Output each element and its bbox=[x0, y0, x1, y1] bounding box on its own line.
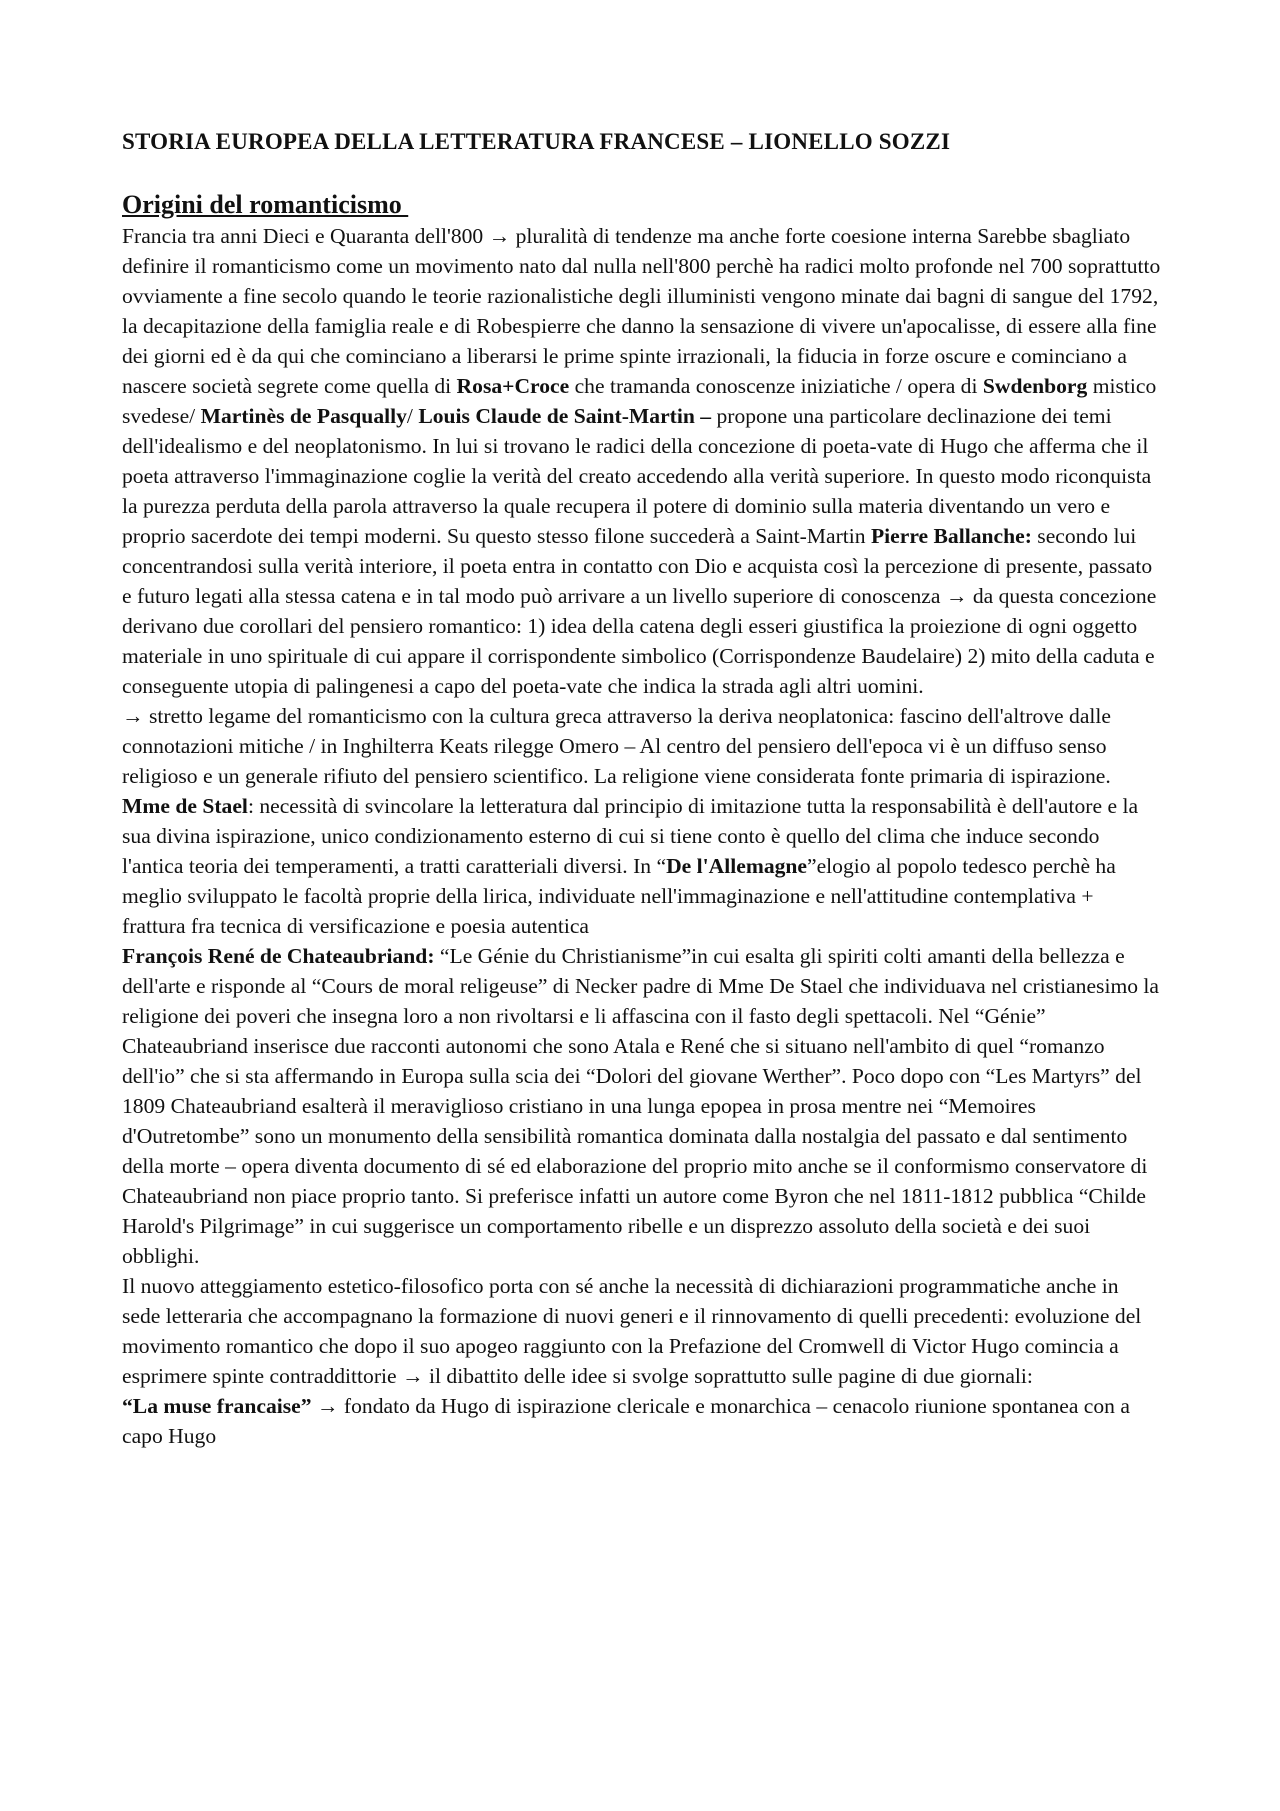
bold-term: De l'Allemagne bbox=[666, 854, 808, 878]
bold-term: Martinès de Pasqually bbox=[200, 404, 407, 428]
bold-term: Swdenborg bbox=[982, 374, 1088, 398]
paragraph-muse-francaise bbox=[122, 1391, 1162, 1451]
paragraph-mme-de-stael bbox=[122, 791, 1162, 941]
paragraph-greek-culture: → stretto legame del romanticismo con la cultura greca attraverso la deriva neoplatonica: fascino dell'altrove dalle connotazioni mitiche / in Inghilterra Keats rilegge Omero – Al centro del pensiero dell'epoca vi è un diffuso senso religioso e un generale rifiuto del pensiero scientifico. La religione viene considerata fonte primaria di ispirazione. bbox=[122, 704, 1112, 788]
paragraph-text: propone una particolare declinazione dei temi dell'idealismo e del neoplatonismo. In lui si trovano le radici della concezione di poeta-vate di Hugo che afferma che il poeta attraverso l'immaginazione coglie la verità del creato accedendo alla verità superiore. In questo modo riconquista la purezza perduta della parola attraverso la quale recupera il potere di dominio sulla materia diventando un vero e proprio sacerdote dei tempi moderni. Su questo stesso filone succederà a Saint-Martin bbox=[122, 404, 1152, 548]
paragraph-chateaubriand bbox=[122, 941, 1162, 1271]
paragraph-origins bbox=[122, 221, 1162, 701]
bold-term: Rosa+Croce bbox=[456, 374, 570, 398]
section-heading: Origini del romanticismo bbox=[122, 190, 409, 219]
bold-term: Louis Claude de Saint-Martin – bbox=[418, 404, 712, 428]
paragraph-text: che tramanda conoscenze iniziatiche / opera di bbox=[569, 374, 983, 398]
bold-term: Mme de Stael bbox=[122, 794, 248, 818]
paragraph-text: “Le Génie du Christianisme”in cui esalta gli spiriti colti amanti della bellezza e dell'arte e risponde al “Cours de moral religeuse” di Necker padre di Mme De Stael che individuava nel cristianesimo la religione dei poveri che insegna loro a non rivoltarsi e li affascina con il fasto degli spettacoli. Nel “Génie” Chateaubriand inserisce due racconti autonomi che sono Atala e René che si situano nell'ambito di quel “romanzo dell'io” che si sta affermando in Europa sulla scia dei “Dolori del giovane Werther”. Poco dopo con “Les Martyrs” del 1809 Chateaubriand esalterà il meraviglioso cristiano in una lunga epopea in prosa mentre nei “Memoires d'Outretombe” sono un monumento della sensibilità romantica dominata dalla nostalgia del passato e dal sentimento della morte – opera diventa documento di sé ed elaborazione del proprio mito anche se il conformismo conservatore di Chateaubriand non piace proprio tanto. Si preferisce infatti un autore come Byron che nel 1811-1812 pubblica “Childe Harold's Pilgrimage” in cui suggerisce un comportamento ribelle e un disprezzo assoluto della società e dei suoi obblighi. bbox=[122, 944, 1160, 1268]
paragraph-text: mistico svedese/ bbox=[122, 374, 1157, 428]
paragraph-text: secondo lui concentrandosi sulla verità interiore, il poeta entra in contatto con Dio e acquista così la percezione di presente, passato e futuro legati alla stessa catena e in tal modo può arrivare a un livello superiore di conoscenza → da questa concezione derivano due corollari del pensiero romantico: 1) idea della catena degli esseri giustifica la proiezione di ogni oggetto materiale in uno spirituale di cui appare il corrispondente simbolico (Corrispondenze Baudelaire) 2) mito della caduta e conseguente utopia di palingenesi a capo del poeta-vate che indica la strada agli altri uomini. bbox=[122, 524, 1157, 698]
paragraph-text: Francia tra anni Dieci e Quaranta dell'800 → pluralità di tendenze ma anche forte coesione interna Sarebbe sbagliato definire il romanticismo come un movimento nato dal nulla nell'800 perchè ha radici molto profonde nel 700 soprattutto ovviamente a fine secolo quando le teorie razionalistiche degli illuministi vengono minate dai bagni di sangue del 1792, la decapitazione della famiglia reale e di Robespierre che danno la sensazione di vivere un'apocalisse, di essere alla fine dei giorni ed è da qui che cominciano a liberarsi le prime spinte irrazionali, la fiducia in forze oscure e cominciano a nascere società segrete come quella di bbox=[122, 224, 1161, 398]
paragraph-text: : necessità di svincolare la letteratura dal principio di imitazione tutta la responsabilità è dell'autore e la sua divina ispirazione, unico condizionamento esterno di cui si tiene conto è quello del clima che induce secondo l'antica teoria dei temperamenti, a tratti caratteriali diversi. In “ bbox=[122, 794, 1139, 878]
paragraph-text: → fondato da Hugo di ispirazione clericale e monarchica – cenacolo riunione spontanea con a capo Hugo bbox=[122, 1394, 1130, 1448]
bold-term: Pierre Ballanche: bbox=[870, 524, 1032, 548]
paragraph-programmatic: Il nuovo atteggiamento estetico-filosofico porta con sé anche la necessità di dichiarazioni programmatiche anche in sede letteraria che accompagnano la formazione di nuovi generi e il rinnovamento di quelli precedenti: evoluzione del movimento romantico che dopo il suo apogeo raggiunto con la Prefazione del Cromwell di Victor Hugo comincia a esprimere spinte contraddittorie → il dibattito delle idee si svolge soprattutto sulle pagine di due giornali: bbox=[122, 1274, 1142, 1388]
bold-term: François René de Chateaubriand: bbox=[122, 944, 435, 968]
paragraph-text: / bbox=[406, 404, 419, 428]
document-title: STORIA EUROPEA DELLA LETTERATURA FRANCESE – LIONELLO SOZZI bbox=[122, 129, 951, 154]
paragraph-text: ”elogio al popolo tedesco perchè ha meglio sviluppato le facoltà proprie della lirica, individuate nell'immaginazione e nell'attitudine contemplativa + frattura fra tecnica di versificazione e poesia autentica bbox=[122, 854, 1116, 938]
document-page bbox=[122, 126, 1162, 1451]
bold-term: “La muse francaise” bbox=[122, 1394, 312, 1418]
